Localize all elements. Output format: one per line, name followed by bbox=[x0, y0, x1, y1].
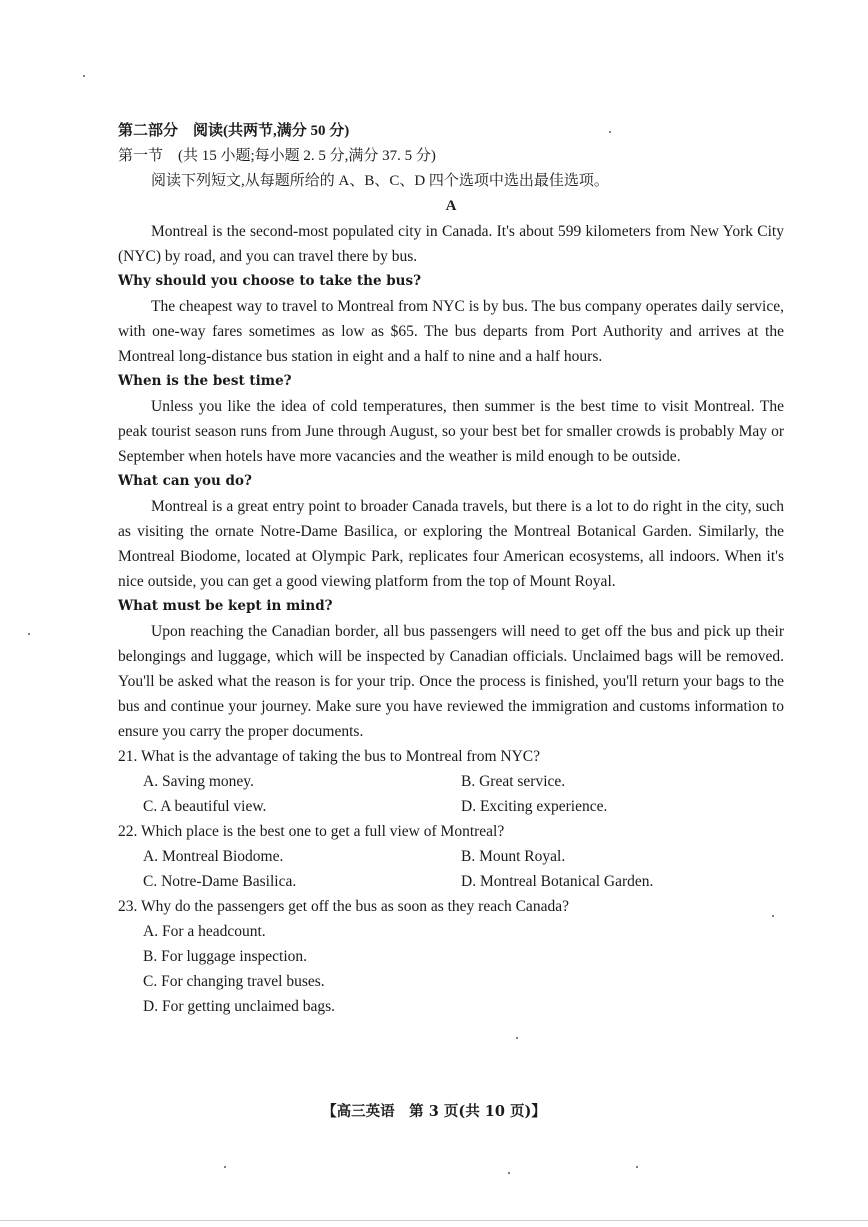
options bbox=[118, 769, 784, 819]
option-b: B. Great service. bbox=[461, 773, 566, 790]
instruction: 阅读下列短文,从每题所给的 A、B、C、D 四个选项中选出最佳选项。 bbox=[151, 173, 609, 189]
option-b: B. For luggage inspection. bbox=[143, 948, 308, 965]
scan-speck bbox=[772, 915, 774, 917]
section-heading: 第一节 (共 15 小题;每小题 2. 5 分,满分 37. 5 分) bbox=[118, 148, 436, 164]
options bbox=[118, 844, 784, 894]
option-c: C. Notre-Dame Basilica. bbox=[143, 873, 297, 890]
question-stem: 21. What is the advantage of taking the bus to Montreal from NYC? bbox=[118, 748, 540, 765]
option-a: A. Saving money. bbox=[143, 773, 254, 790]
scan-speck bbox=[28, 633, 30, 635]
reading-section bbox=[118, 119, 784, 1019]
passage-label: A bbox=[445, 198, 457, 214]
subheading-why-bus: Why should you choose to take the bus? bbox=[118, 273, 421, 289]
question-23 bbox=[118, 894, 784, 1019]
scan-speck bbox=[83, 75, 85, 77]
subheading-keep-in-mind: What must be kept in mind? bbox=[118, 598, 333, 614]
scan-speck bbox=[516, 1037, 518, 1039]
paragraph-what-to-do: Montreal is a great entry point to broader Canada travels, but there is a lot to do right in the city, such as visiting the ornate Notre-Dame Basilica, or exploring the Montreal Botanical Garden. Similarly, the Montreal Biodome, located at Olympic Park, replicates four American ecosystems, all indoors. When it's nice outside, you can get a good viewing platform from the top of Mount Royal. bbox=[118, 498, 784, 590]
subheading-best-time: When is the best time? bbox=[118, 373, 292, 389]
paragraph-why-bus: The cheapest way to travel to Montreal from NYC is by bus. The bus company operates daily service, with one-way fares sometimes as low as $65. The bus departs from Port Authority and arrives at the Montreal long-distance bus station in eight and a half to nine and a half hours. bbox=[118, 298, 784, 365]
scan-speck bbox=[636, 1166, 638, 1168]
paragraph-keep-in-mind: Upon reaching the Canadian border, all bus passengers will need to get off the bus and pick up their belongings and luggage, which will be inspected by Canadian officials. Unclaimed bags will be removed. You'll be asked what the reason is for your trip. Once the process is finished, you'll return your bags to the bus and continue your journey. Make sure you have reviewed the immigration and customs information to ensure you carry the proper documents. bbox=[118, 623, 784, 740]
options bbox=[118, 919, 784, 1019]
scan-speck bbox=[224, 1166, 226, 1168]
question-stem: 23. Why do the passengers get off the bus as soon as they reach Canada? bbox=[118, 898, 569, 915]
scan-speck bbox=[609, 131, 611, 133]
option-c: C. For changing travel buses. bbox=[143, 973, 325, 990]
paragraph-best-time: Unless you like the idea of cold temperatures, then summer is the best time to visit Montreal. The peak tourist season runs from June through August, so your best bet for smaller crowds is probably May or September when hotels have more vacancies and the weather is mild enough to be outside. bbox=[118, 398, 784, 465]
question-22 bbox=[118, 819, 784, 894]
part-heading: 第二部分 阅读(共两节,满分 50 分) bbox=[118, 123, 350, 139]
option-c: C. A beautiful view. bbox=[143, 798, 267, 815]
passage-intro: Montreal is the second-most populated city in Canada. It's about 599 kilometers from New York City (NYC) by road, and you can travel there by bus. bbox=[118, 223, 784, 265]
option-b: B. Mount Royal. bbox=[461, 848, 566, 865]
option-a: A. For a headcount. bbox=[143, 923, 266, 940]
question-21 bbox=[118, 744, 784, 819]
subheading-what-to-do: What can you do? bbox=[118, 473, 252, 489]
page-footer: 【高三英语 第 3 页(共 10 页)】 bbox=[322, 1103, 546, 1120]
scan-edge bbox=[0, 1220, 868, 1221]
question-stem: 22. Which place is the best one to get a full view of Montreal? bbox=[118, 823, 505, 840]
option-d: D. Montreal Botanical Garden. bbox=[461, 873, 654, 890]
scan-speck bbox=[508, 1172, 510, 1174]
option-d: D. For getting unclaimed bags. bbox=[143, 998, 335, 1015]
option-d: D. Exciting experience. bbox=[461, 798, 608, 815]
option-a: A. Montreal Biodome. bbox=[143, 848, 284, 865]
